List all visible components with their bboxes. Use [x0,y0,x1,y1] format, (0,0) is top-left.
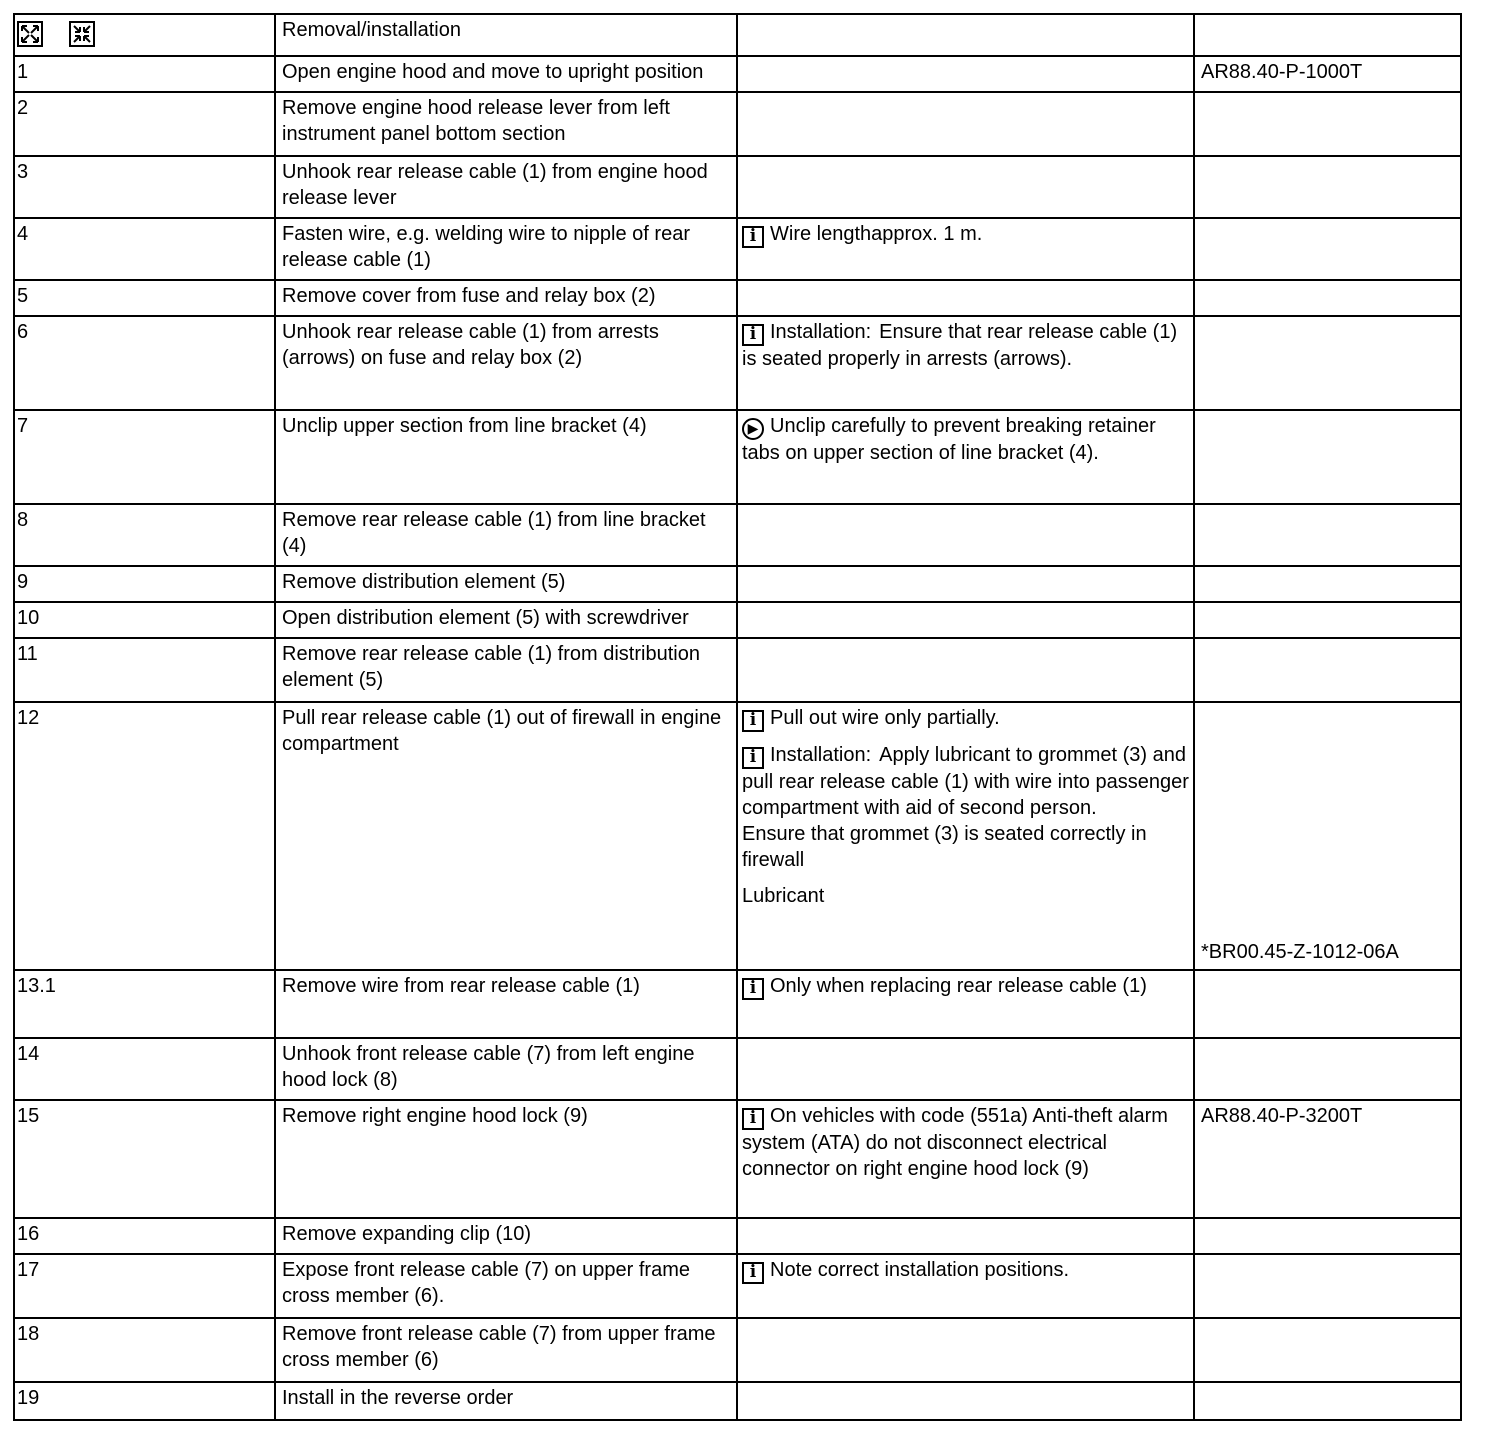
step-number: 3 [14,156,275,218]
note-text: Ensure that rear release cable (1) is seated properly in arrests (arrows). [742,321,1178,370]
step-reference: AR88.40-P-1000T [1194,56,1461,92]
step-text: Remove rear release cable (1) from distribution element (5) [275,638,737,702]
step-text: Open engine hood and move to upright position [275,56,737,92]
header-row [14,14,1461,56]
note [742,413,1190,466]
step-row [14,1218,1461,1254]
step-notes [737,1318,1194,1382]
step-reference [1194,1382,1461,1420]
step-reference [1194,566,1461,602]
step-number: 13.1 [14,970,275,1038]
note-label: Installation: [770,321,872,343]
step-text: Remove cover from fuse and relay box (2) [275,280,737,316]
info-icon: i [742,978,764,1000]
step-text: Remove front release cable (7) from upper frame cross member (6) [275,1318,737,1382]
step-text: Pull rear release cable (1) out of firewall in engine compartment [275,702,737,970]
step-notes [737,970,1194,1038]
step-notes [737,218,1194,280]
step-notes [737,156,1194,218]
note-text: Only when replacing rear release cable (1) [770,975,1147,997]
note [742,1103,1190,1182]
step-row [14,1100,1461,1218]
step-number: 2 [14,92,275,156]
note [742,221,1190,248]
step-number: 10 [14,602,275,638]
info-icon: i [742,747,764,769]
step-reference: *BR00.45-Z-1012-06A [1194,702,1461,970]
step-row [14,702,1461,970]
step-row [14,504,1461,566]
info-icon: i [742,1108,764,1130]
note-label: Installation: [770,744,872,766]
step-notes [737,1382,1194,1420]
step-text: Unhook rear release cable (1) from engine hood release lever [275,156,737,218]
step-reference [1194,1038,1461,1100]
step-number: 19 [14,1382,275,1420]
step-reference [1194,504,1461,566]
note [742,1257,1190,1284]
step-number: 8 [14,504,275,566]
step-text: Expose front release cable (7) on upper frame cross member (6). [275,1254,737,1318]
step-number: 1 [14,56,275,92]
note-text: On vehicles with code (551a) Anti-theft alarm system (ATA) do not disconnect electrical connector on right engine hood lock (9) [742,1105,1168,1180]
step-reference [1194,218,1461,280]
step-notes [737,638,1194,702]
step-reference [1194,638,1461,702]
step-notes [737,504,1194,566]
step-text: Remove wire from rear release cable (1) [275,970,737,1038]
note [742,883,1190,909]
step-row [14,970,1461,1038]
step-row [14,316,1461,410]
note-text: Ensure that grommet (3) is seated correctly in firewall [742,823,1147,871]
installation-icon [69,21,95,47]
step-reference [1194,1318,1461,1382]
step-text: Unhook rear release cable (1) from arrests (arrows) on fuse and relay box (2) [275,316,737,410]
info-icon: i [742,710,764,732]
step-row [14,638,1461,702]
step-notes [737,1100,1194,1218]
step-text: Open distribution element (5) with screwdriver [275,602,737,638]
step-reference [1194,1218,1461,1254]
note-text: Wire lengthapprox. 1 m. [770,223,983,245]
step-notes [737,56,1194,92]
step-number: 16 [14,1218,275,1254]
step-notes [737,702,1194,970]
step-row [14,1038,1461,1100]
step-notes [737,316,1194,410]
step-row [14,280,1461,316]
info-icon: i [742,1262,764,1284]
step-notes [737,1038,1194,1100]
step-row [14,1318,1461,1382]
step-notes [737,280,1194,316]
step-notes [737,1218,1194,1254]
step-number: 12 [14,702,275,970]
header-icons-cell [14,14,275,56]
step-notes [737,602,1194,638]
step-number: 15 [14,1100,275,1218]
step-row [14,566,1461,602]
step-text: Remove right engine hood lock (9) [275,1100,737,1218]
info-icon: i [742,324,764,346]
step-notes [737,566,1194,602]
step-notes [737,1254,1194,1318]
step-reference [1194,280,1461,316]
step-number: 17 [14,1254,275,1318]
step-reference [1194,316,1461,410]
step-text: Remove rear release cable (1) from line bracket (4) [275,504,737,566]
info-icon: i [742,226,764,248]
step-row [14,218,1461,280]
step-number: 14 [14,1038,275,1100]
note [742,821,1190,873]
note-text: Apply lubricant to grommet (3) and pull rear release cable (1) with wire into passenger compartment with aid of second person. [742,744,1189,819]
caution-icon: ▶ [742,418,764,440]
note-text: Note correct installation positions. [770,1259,1070,1281]
note-text: Unclip carefully to prevent breaking retainer tabs on upper section of line bracket (4). [742,415,1156,464]
header-title: Removal/installation [275,14,737,56]
note-text: Lubricant [742,885,825,907]
step-number: 5 [14,280,275,316]
removal-icon [17,21,43,47]
step-reference [1194,92,1461,156]
step-row [14,602,1461,638]
step-reference [1194,1254,1461,1318]
step-number: 7 [14,410,275,504]
step-notes [737,92,1194,156]
step-reference [1194,602,1461,638]
note [742,319,1190,372]
step-text: Fasten wire, e.g. welding wire to nipple of rear release cable (1) [275,218,737,280]
note [742,973,1190,1000]
step-row [14,410,1461,504]
step-number: 6 [14,316,275,410]
step-number: 11 [14,638,275,702]
step-reference [1194,410,1461,504]
step-reference [1194,156,1461,218]
step-text: Unclip upper section from line bracket (4) [275,410,737,504]
step-notes [737,410,1194,504]
step-text: Remove distribution element (5) [275,566,737,602]
header-ref-cell [1194,14,1461,56]
step-row [14,56,1461,92]
procedure-table-body [14,14,1461,1420]
step-number: 4 [14,218,275,280]
step-text: Remove engine hood release lever from left instrument panel bottom section [275,92,737,156]
step-number: 18 [14,1318,275,1382]
step-text: Install in the reverse order [275,1382,737,1420]
note [742,742,1190,821]
step-reference: AR88.40-P-3200T [1194,1100,1461,1218]
note-text: Pull out wire only partially. [770,707,1000,729]
step-number: 9 [14,566,275,602]
step-text: Remove expanding clip (10) [275,1218,737,1254]
step-text: Unhook front release cable (7) from left engine hood lock (8) [275,1038,737,1100]
header-notes-cell [737,14,1194,56]
step-row [14,1382,1461,1420]
procedure-table [13,13,1462,1421]
step-row [14,92,1461,156]
step-reference [1194,970,1461,1038]
note [742,705,1190,732]
step-row [14,156,1461,218]
step-row [14,1254,1461,1318]
